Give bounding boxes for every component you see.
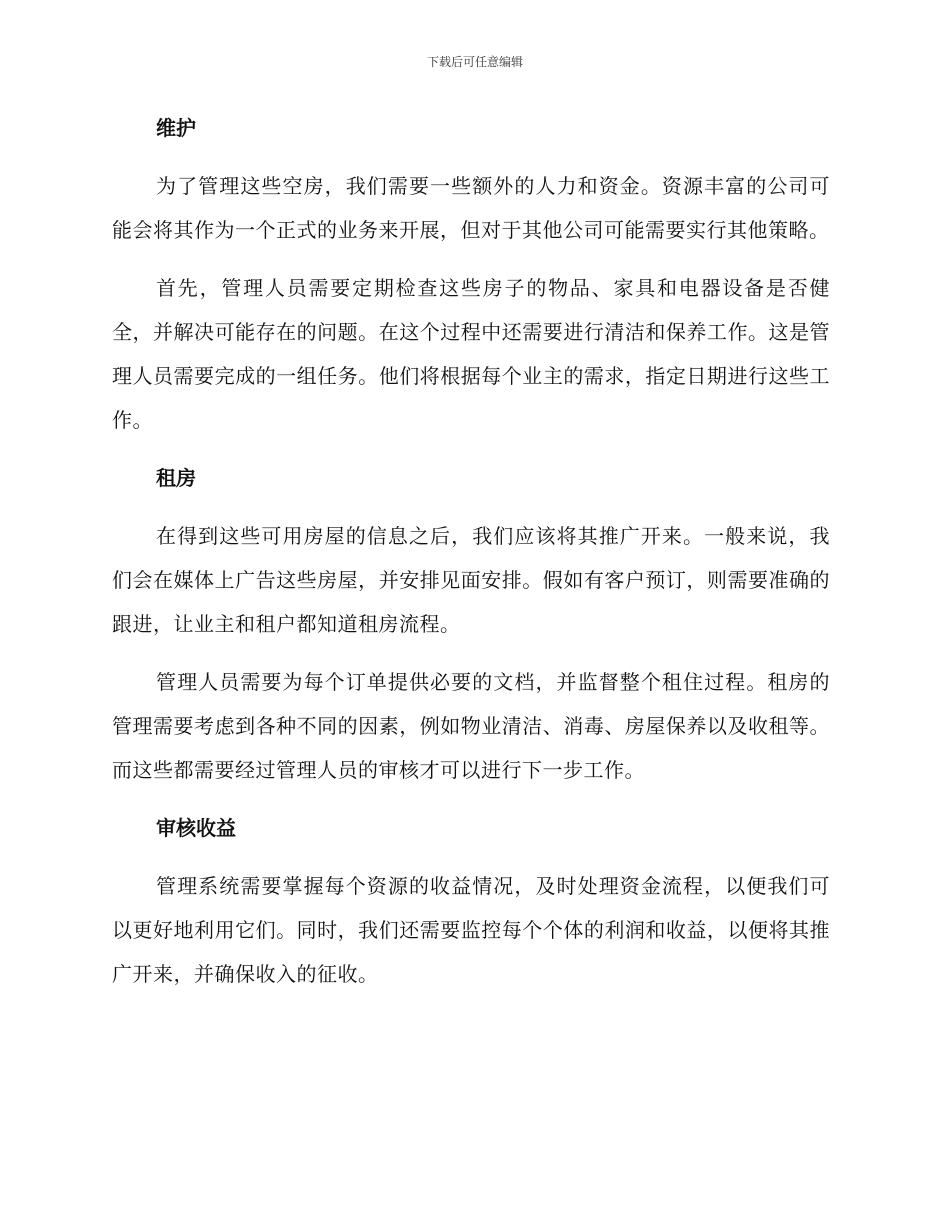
paragraph: 管理人员需要为每个订单提供必要的文档，并监督整个租住过程。租房的管理需要考虑到各种不同的因素，例如物业清洁、消毒、房屋保养以及收租等。而这些都需要经过管理人员的审核才可以进行下一步工作。	[112, 670, 830, 782]
section-maintenance	[112, 106, 830, 456]
document-content	[112, 106, 830, 996]
section-renting	[112, 456, 830, 806]
paragraph: 为了管理这些空房，我们需要一些额外的人力和资金。资源丰富的公司可能会将其作为一个正式的业务来开展，但对于其他公司可能需要实行其他策略。	[112, 174, 830, 242]
section-heading: 审核收益	[156, 816, 236, 840]
section-heading: 维护	[156, 116, 196, 140]
section-heading: 租房	[156, 466, 196, 490]
paragraph: 首先，管理人员需要定期检查这些房子的物品、家具和电器设备是否健全，并解决可能存在的问题。在这个过程中还需要进行清洁和保养工作。这是管理人员需要完成的一组任务。他们将根据每个业主的需求，指定日期进行这些工作。	[112, 276, 830, 432]
section-revenue-review	[112, 806, 830, 996]
paragraph: 管理系统需要掌握每个资源的收益情况，及时处理资金流程，以便我们可以更好地利用它们。同时，我们还需要监控每个个体的利润和收益，以便将其推广开来，并确保收入的征收。	[112, 874, 830, 986]
page-header-note: 下载后可任意编辑	[426, 55, 523, 69]
paragraph: 在得到这些可用房屋的信息之后，我们应该将其推广开来。一般来说，我们会在媒体上广告这些房屋，并安排见面安排。假如有客户预订，则需要准确的跟进，让业主和租户都知道租房流程。	[112, 524, 830, 636]
